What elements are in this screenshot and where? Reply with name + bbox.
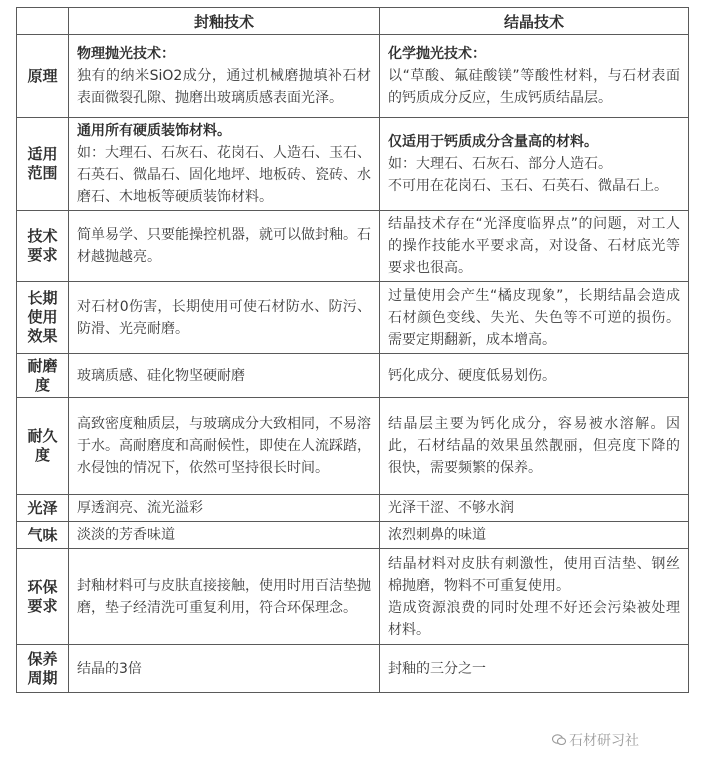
cell-text: 造成资源浪费的同时处理不好还会污染被处理材料。 xyxy=(388,599,680,638)
glaze-cell xyxy=(69,645,380,693)
table-row xyxy=(17,495,689,522)
crystal-cell xyxy=(380,35,689,118)
row-label: 保养周期 xyxy=(17,645,69,693)
cell-text: 以“草酸、氟硅酸镁”等酸性材料，与石材表面的钙质成分反应，生成钙质结晶层。 xyxy=(388,68,680,106)
comparison-table xyxy=(16,7,689,693)
glaze-cell xyxy=(69,35,380,118)
cell-text: 浓烈刺鼻的味道 xyxy=(388,527,486,543)
cell-heading: 化学抛光技术： xyxy=(388,46,486,62)
crystal-cell xyxy=(380,398,689,495)
cell-heading: 物理抛光技术： xyxy=(77,46,175,62)
row-label: 环保要求 xyxy=(17,549,69,645)
glaze-cell xyxy=(69,522,380,549)
cell-text: 如：大理石、石灰石、部分人造石。 xyxy=(388,156,612,172)
header-glaze-technology: 封釉技术 xyxy=(69,8,380,35)
glaze-cell xyxy=(69,549,380,645)
row-label: 技术要求 xyxy=(17,211,69,282)
table-row xyxy=(17,282,689,354)
row-label: 适用范围 xyxy=(17,118,69,211)
cell-text: 封釉材料可与皮肤直接接触，使用时用百洁垫抛磨，垫子经清洗可重复利用，符合环保理念。 xyxy=(77,577,371,616)
glaze-cell xyxy=(69,282,380,354)
cell-text: 过量使用会产生“橘皮现象”，长期结晶会造成石材颜色变线、失光、失色等不可逆的损伤。需要定期翻新，成本增高。 xyxy=(388,287,680,348)
glaze-cell xyxy=(69,354,380,398)
cell-text: 厚透润亮、流光溢彩 xyxy=(77,500,203,516)
watermark-text: 石材研习社 xyxy=(569,733,639,749)
cell-text: 玻璃质感、硅化物坚硬耐磨 xyxy=(77,367,245,384)
glaze-cell xyxy=(69,211,380,282)
cell-heading: 仅适用于钙质成分含量高的材料。 xyxy=(388,134,598,150)
cell-text: 如：大理石、石灰石、花岗石、人造石、玉石、石英石、微晶石、固化地坪、地板砖、瓷砖、水磨石、木地板等硬质装饰材料。 xyxy=(77,145,371,205)
cell-text: 不可用在花岗石、玉石、石英石、微晶石上。 xyxy=(388,178,668,194)
header-crystal-technology: 结晶技术 xyxy=(380,8,689,35)
table-row xyxy=(17,35,689,118)
cell-text: 淡淡的芳香味道 xyxy=(77,527,175,543)
glaze-cell xyxy=(69,398,380,495)
table-row xyxy=(17,549,689,645)
cell-text: 钙化成分、硬度低易划伤。 xyxy=(388,367,556,384)
crystal-cell xyxy=(380,354,689,398)
cell-text: 结晶技术存在“光泽度临界点”的问题，对工人的操作技能水平要求高，对设备、石材底光等要求也很高。 xyxy=(388,216,680,276)
table-row xyxy=(17,398,689,495)
glaze-cell xyxy=(69,495,380,522)
crystal-cell xyxy=(380,282,689,354)
table-row xyxy=(17,354,689,398)
cell-text: 结晶材料对皮肤有刺激性，使用百洁垫、钢丝棉抛磨，物料不可重复使用。 xyxy=(388,555,680,594)
crystal-cell xyxy=(380,522,689,549)
crystal-cell xyxy=(380,118,689,211)
row-label: 耐磨度 xyxy=(17,354,69,398)
cell-text: 结晶层主要为钙化成分，容易被水溶解。因此，石材结晶的效果虽然靓丽，但亮度下降的很快，需要频繁的保养。 xyxy=(388,416,680,476)
crystal-cell xyxy=(380,495,689,522)
cell-text: 高致密度釉质层，与玻璃成分大致相同，不易溶于水。高耐磨度和高耐候性，即使在人流踩踏，水侵蚀的情况下，依然可坚持很长时间。 xyxy=(77,416,371,476)
table-row xyxy=(17,522,689,549)
crystal-cell xyxy=(380,549,689,645)
table-row xyxy=(17,118,689,211)
row-label: 长期使用效果 xyxy=(17,282,69,354)
crystal-cell xyxy=(380,211,689,282)
table-header-row xyxy=(17,8,689,35)
cell-text: 简单易学、只要能操控机器，就可以做封釉。石材越抛越亮。 xyxy=(77,227,371,265)
cell-heading: 通用所有硬质装饰材料。 xyxy=(77,123,231,139)
header-corner xyxy=(17,8,69,35)
glaze-cell xyxy=(69,118,380,211)
row-label: 耐久度 xyxy=(17,398,69,495)
cell-text: 光泽干涩、不够水润 xyxy=(388,500,514,516)
cell-text: 独有的纳米SiO2成分，通过机械磨抛填补石材表面微裂孔隙、抛磨出玻璃质感表面光泽。 xyxy=(77,68,371,106)
table-row xyxy=(17,645,689,693)
row-label: 原理 xyxy=(17,35,69,118)
cell-text: 结晶的3倍 xyxy=(77,660,142,677)
watermark xyxy=(548,730,643,750)
cell-text: 封釉的三分之一 xyxy=(388,660,486,677)
row-label: 气味 xyxy=(17,522,69,549)
crystal-cell xyxy=(380,645,689,693)
cell-text: 对石材0伤害，长期使用可使石材防水、防污、防滑、光亮耐磨。 xyxy=(77,298,371,337)
table-row xyxy=(17,211,689,282)
wechat-icon xyxy=(552,734,566,746)
row-label: 光泽 xyxy=(17,495,69,522)
